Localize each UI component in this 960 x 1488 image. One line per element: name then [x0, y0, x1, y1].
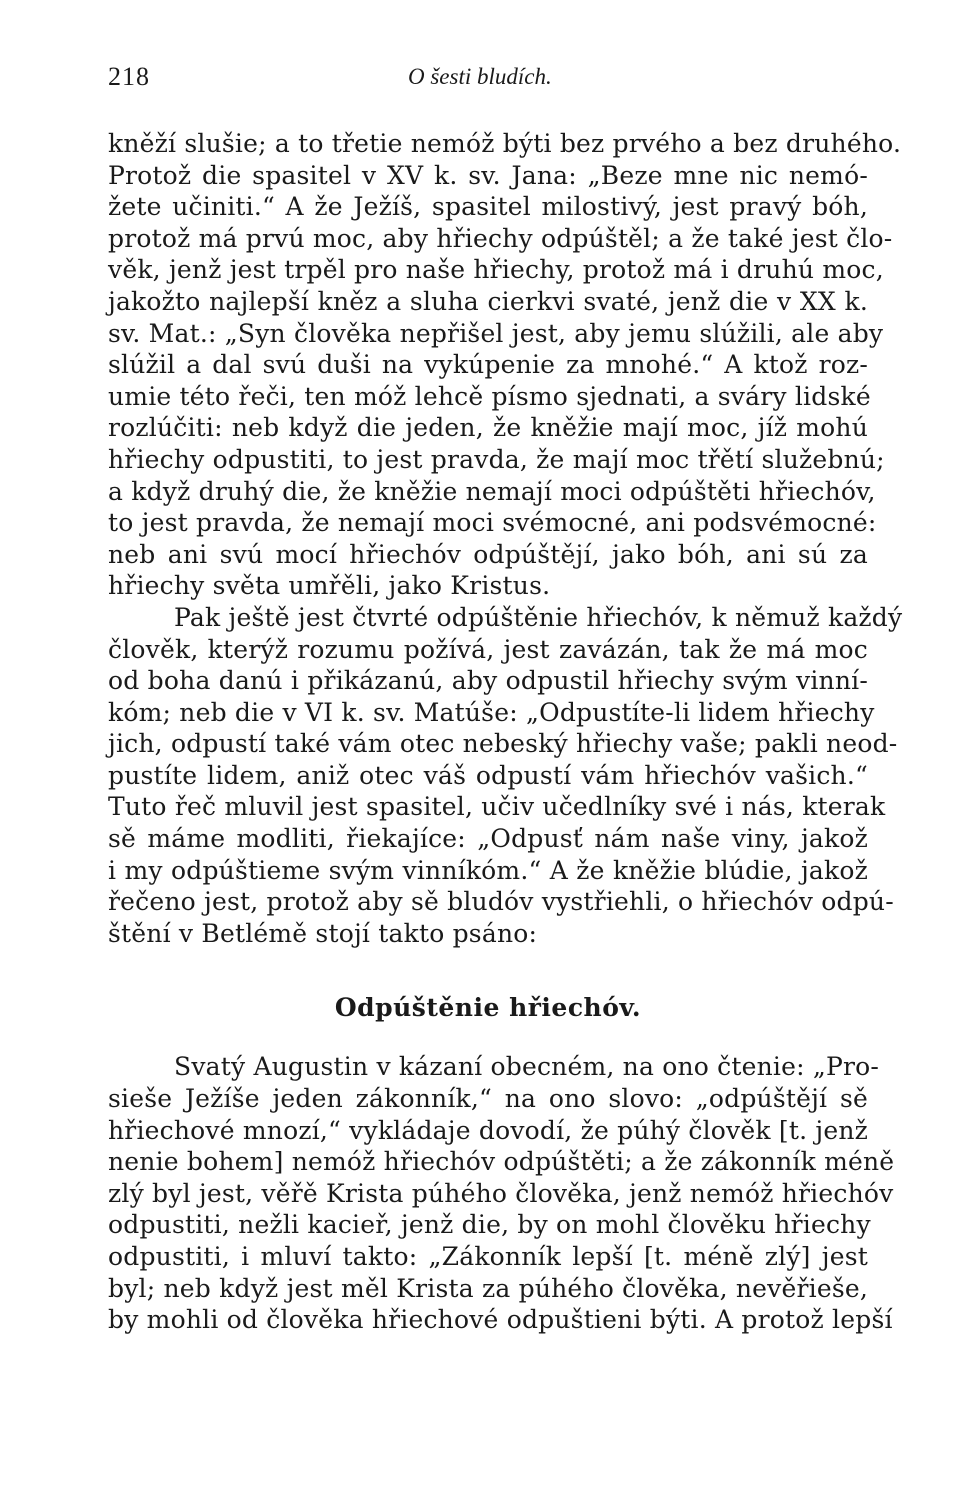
text-line: štění v Betlémě stojí takto psáno: — [108, 918, 538, 948]
text-line: jich, odpustí také vám otec nebeský hřiechy vaše; pakli neod- — [108, 729, 898, 759]
text-line: Protož die spasitel v XV k. sv. Jana: „Beze mne nic nemó- — [108, 160, 868, 190]
text-line: kněží slušie; a to třetie nemóž býti bez prvého a bez druhého. — [108, 129, 902, 158]
text-line: Svatý Augustin v kázaní obecném, na ono čtenie: „Pro- — [174, 1052, 880, 1082]
paragraph-1 — [108, 128, 902, 602]
text-line: zlý byl jest, věřě Krista púhého člověka, jenž nemóž hřiechóv — [108, 1178, 894, 1208]
text-line: a když druhý die, že kněžie nemají moci odpúštěti hřiechóv, — [108, 476, 876, 506]
text-line: žete učiniti.“ A že Ježíš, spasitel milostivý, jest pravý bóh, — [108, 192, 868, 222]
text-line: řečeno jest, protož aby sě bludóv vystřiehli, o hřiechóv odpú- — [108, 887, 894, 917]
text-line: odpustiti, nežli kacieř, jenž die, by on mohl člověku hřiechy — [108, 1210, 871, 1240]
text-line: Tuto řeč mluvil jest spasitel, učiv učedlníky své i nás, kterak — [108, 792, 886, 822]
text-line: neb ani svú mocí hřiechóv odpúštějí, jako bóh, ani sú za — [108, 539, 868, 569]
text-line: rozlúčiti: neb když die jeden, že kněžie mají moc, jíž mohú — [108, 413, 868, 443]
text-line: nenie bohem] nemóž hřiechóv odpúštěti; a že zákonník méně — [108, 1147, 895, 1177]
text-line: člověk, kterýž rozumu požívá, jest zavázán, tak že má moc — [108, 634, 868, 664]
text-line: hřiechové mnozí,“ vykládaje dovodí, že púhý člověk [t. jenž — [108, 1115, 868, 1145]
text-line: kóm; neb die v VI k. sv. Matúše: „Odpustíte-li lidem hřiechy — [108, 697, 875, 727]
text-line: to jest pravda, že nemají moci svémocné, ani podsvémocné: — [108, 508, 877, 538]
paragraph-3 — [108, 1051, 895, 1335]
text-line: od boha danú i přikázanú, aby odpustil hřiechy svým vinní- — [108, 666, 868, 696]
page-number: 218 — [108, 62, 150, 91]
text-line: jakožto najlepší kněz a sluha cierkvi svaté, jenž die v XX k. — [108, 286, 868, 316]
body-text — [108, 128, 903, 1336]
text-line: by mohli od člověka hřiechové odpuštieni býti. A protož lepší — [108, 1305, 893, 1335]
text-line: slúžil a dal svú duši na vykúpenie za mnohé.“ A ktož roz- — [108, 350, 868, 380]
text-line: sv. Mat.: „Syn člověka nepřišel jest, aby jemu slúžili, ale aby — [108, 318, 884, 348]
paragraph-2 — [108, 602, 903, 950]
text-line: hřiechy světa umřěli, jako Kristus. — [108, 571, 551, 601]
text-line: sě máme modliti, řiekajíce: „Odpusť nám naše viny, jakož — [108, 824, 868, 854]
section-heading: Odpúštěnie hřiechóv. — [334, 993, 642, 1023]
text-line: sieše Ježíše jeden zákonník,“ na ono slovo: „odpúštějí sě — [108, 1084, 868, 1114]
text-line: Pak ještě jest čtvrté odpúštěnie hřiechóv, k němuž každý — [174, 602, 903, 632]
text-line: byl; neb když jest měl Krista za púhého člověka, nevěřieše, — [108, 1273, 868, 1303]
page-header — [108, 62, 868, 102]
text-line: věk, jenž jest trpěl pro naše hřiechy, protož má i druhú moc, — [108, 255, 884, 285]
text-line: pustíte lidem, aniž otec váš odpustí vám hřiechóv vašich.“ — [108, 760, 868, 790]
text-line: i my odpúštieme svým vinníkóm.“ A že kněžie blúdie, jakož — [108, 855, 868, 885]
running-head: O šesti bludích. — [408, 64, 552, 89]
text-line: odpustiti, i mluví takto: „Zákonník lepší [t. méně zlý] jest — [108, 1242, 868, 1271]
text-line: umie této řeči, ten móž lehcě písmo sjednati, a sváry lidské — [108, 381, 871, 411]
text-line: hřiechy odpustiti, to jest pravda, že mají moc třětí služebnú; — [108, 444, 885, 474]
text-line: protož má prvú moc, aby hřiechy odpúštěl; a že také jest člo- — [108, 223, 893, 253]
